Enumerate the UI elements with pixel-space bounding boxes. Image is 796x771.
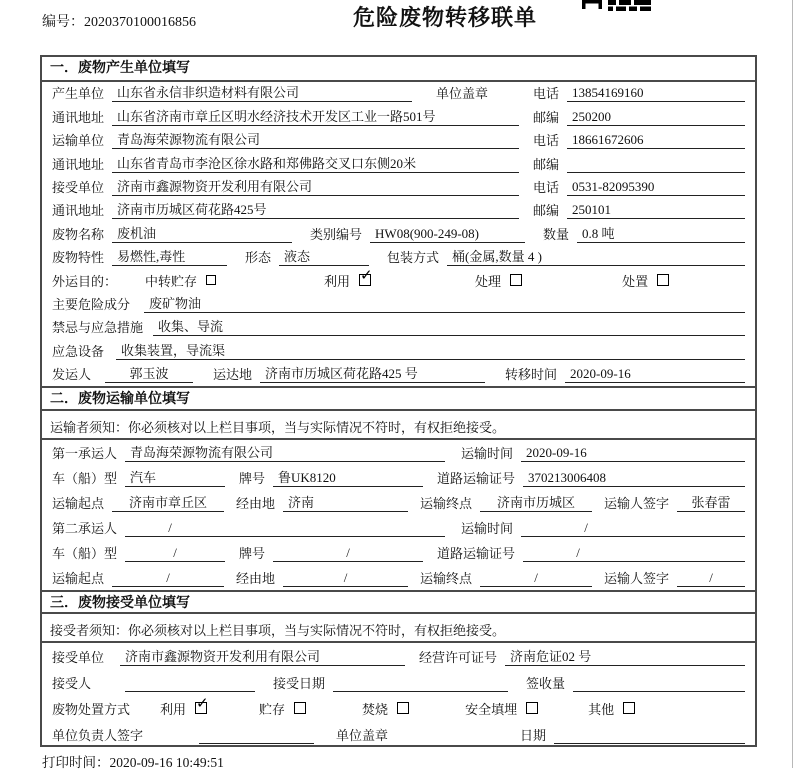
- transfer-storage-checkbox[interactable]: [206, 275, 216, 285]
- disposal-label: 废物处置方式: [52, 702, 131, 718]
- row-responsible-sign: [42, 721, 755, 747]
- zip3-group: [533, 200, 745, 219]
- purpose-option-label: 中转贮存: [145, 273, 198, 289]
- purpose-option-label: 处理: [475, 273, 502, 289]
- row-taboo-measures: [42, 316, 755, 339]
- phone3-label: 电话: [533, 179, 560, 195]
- quantity-value: 0.8 吨: [577, 223, 745, 243]
- character-value: 易燃性,毒性: [112, 246, 227, 266]
- section3-content: [42, 643, 755, 747]
- qr-code-fragment-icon: [582, 0, 652, 12]
- accept-date-label: 接受日期: [273, 676, 326, 692]
- plate1-value: 鲁UK8120: [273, 467, 423, 487]
- addr1-label: 通讯地址: [52, 109, 105, 125]
- disposal-option-label: 安全填埋: [465, 702, 518, 718]
- purpose-option-treat: [475, 271, 522, 290]
- phone1-value: 13854169160: [567, 85, 745, 102]
- producer-label: 产生单位: [52, 86, 105, 102]
- form-value: 液态: [279, 246, 369, 266]
- doc-number-value: 2020370100016856: [84, 15, 196, 30]
- license1-value: 370213006408: [523, 470, 745, 487]
- dispose-checkbox[interactable]: [657, 274, 669, 286]
- row-transporter-address: [42, 152, 755, 175]
- transfer-time-label: 转移时间: [505, 367, 558, 383]
- category-label: 类别编号: [310, 226, 363, 242]
- vehicle1-value: 汽车: [125, 467, 225, 487]
- purpose-option-transfer-storage: [145, 271, 216, 290]
- section2-header: 二．废物运输单位填写: [42, 386, 755, 411]
- operating-license-label: 经营许可证号: [419, 650, 498, 666]
- purpose-option-label: 利用: [324, 273, 351, 289]
- doc-number-label: 编号：: [42, 15, 84, 30]
- row-waste-name: [42, 222, 755, 245]
- receiver-value: 济南市鑫源物资开发利用有限公司: [112, 176, 519, 196]
- treat-checkbox[interactable]: [510, 274, 522, 286]
- disposal-option-landfill: [465, 699, 538, 718]
- disposal-option-label: 其他: [588, 702, 615, 718]
- plate1-label: 牌号: [239, 471, 266, 487]
- row-receiver-address: [42, 199, 755, 222]
- plate2-value: /: [273, 545, 423, 562]
- row-first-route: [42, 490, 755, 515]
- character-label: 废物特性: [52, 250, 105, 266]
- disposal-landfill-checkbox[interactable]: [526, 702, 538, 714]
- transfer-time-value: 2020-09-16: [565, 366, 745, 383]
- page-title: 危险废物转移联单: [352, 5, 538, 30]
- origin2-value: /: [112, 570, 224, 587]
- plate2-label: 牌号: [239, 546, 266, 562]
- addr2-value: 山东省青岛市李沧区徐水路和郑佛路交叉口东侧20米: [112, 153, 519, 173]
- phone1-group: [533, 83, 745, 102]
- purpose-label: 外运目的：: [52, 273, 118, 289]
- origin2-label: 运输起点: [52, 571, 105, 587]
- transporter-value: 青岛海荣源物流有限公司: [112, 129, 519, 149]
- operating-license-value: 济南危证02 号: [505, 646, 745, 666]
- sign1-value: 张春雷: [677, 492, 745, 512]
- taboo-value: 收集、导流: [153, 316, 745, 336]
- row-emergency-equipment: [42, 339, 755, 362]
- shipper-value: 郭玉波: [105, 363, 193, 383]
- zip2-group: [533, 154, 745, 173]
- unit-seal-label-2: 单位盖章: [336, 728, 389, 744]
- section3-header: 三．废物接受单位填写: [42, 590, 755, 614]
- print-time: [42, 751, 224, 771]
- vehicle2-value: /: [125, 545, 225, 562]
- end1-value: 济南市历城区: [480, 492, 592, 512]
- phone2-label: 电话: [533, 133, 560, 149]
- row-producer-address: [42, 105, 755, 128]
- phone2-value: 18661672606: [567, 132, 745, 149]
- producer-value: 山东省永信非织造材料有限公司: [112, 82, 412, 102]
- zip2-label: 邮编: [533, 156, 560, 172]
- disposal-option-label: 焚烧: [362, 702, 389, 718]
- via2-value: /: [283, 570, 408, 587]
- unit-seal-label: 单位盖章: [436, 86, 489, 102]
- origin1-label: 运输起点: [52, 496, 105, 512]
- acceptor-label: 接受人: [52, 676, 92, 692]
- row-accept-unit: [42, 643, 755, 669]
- disposal-incinerate-checkbox[interactable]: [397, 702, 409, 714]
- row-hazard-component: [42, 293, 755, 316]
- carrier2-value: /: [125, 520, 445, 537]
- form-label: 形态: [245, 250, 272, 266]
- accept-date-value: [333, 677, 508, 692]
- head-sign-value: [199, 729, 314, 744]
- head-sign-label: 单位负责人签字: [52, 728, 144, 744]
- waste-name-label: 废物名称: [52, 226, 105, 242]
- equipment-value: 收集装置，导流渠: [116, 340, 745, 360]
- accept-unit-label: 接受单位: [52, 650, 105, 666]
- dest-value: 济南市历城区荷花路425 号: [260, 363, 485, 383]
- zip3-value: 250101: [567, 202, 745, 219]
- row-transporter: [42, 129, 755, 152]
- disposal-option-utilize: [160, 694, 209, 718]
- via1-label: 经由地: [236, 496, 276, 512]
- transfer-manifest-form: [40, 55, 757, 747]
- receiver-notice: 接受者须知：你必须核对以上栏目事项，当与实际情况不符时，有权拒绝接受。: [42, 614, 755, 643]
- time2-value: /: [521, 520, 745, 537]
- via2-label: 经由地: [236, 571, 276, 587]
- addr2-label: 通讯地址: [52, 156, 105, 172]
- addr3-label: 通讯地址: [52, 203, 105, 219]
- date-value: [554, 729, 745, 744]
- print-time-value: 2020-09-16 10:49:51: [109, 755, 224, 770]
- purpose-option-label: 处置: [622, 273, 649, 289]
- quantity-label: 数量: [543, 226, 570, 242]
- transporter-label: 运输单位: [52, 133, 105, 149]
- row-waste-character: [42, 246, 755, 269]
- phone1-label: 电话: [533, 86, 560, 102]
- time1-value: 2020-09-16: [521, 445, 745, 462]
- print-time-label: 打印时间：: [42, 755, 110, 770]
- end2-value: /: [480, 570, 592, 587]
- addr1-value: 山东省济南市章丘区明水经济技术开发区工业一路501号: [112, 106, 519, 126]
- accept-unit-value: 济南市鑫源物资开发利用有限公司: [120, 646, 405, 666]
- row-shipper: [42, 363, 755, 386]
- origin1-value: 济南市章丘区: [112, 492, 224, 512]
- addr3-value: 济南市历城区荷花路425号: [112, 199, 519, 219]
- receipt-qty-value: [573, 677, 745, 692]
- row-acceptor: [42, 669, 755, 695]
- carrier1-value: 青岛海荣源物流有限公司: [125, 442, 445, 462]
- zip1-value: 250200: [567, 109, 745, 126]
- receiver-label: 接受单位: [52, 179, 105, 195]
- taboo-label: 禁忌与应急措施: [52, 320, 144, 336]
- license2-value: /: [523, 545, 745, 562]
- row-second-carrier: [42, 515, 755, 540]
- dest-label: 运达地: [213, 367, 253, 383]
- zip2-value: [567, 158, 745, 173]
- disposal-store-checkbox[interactable]: [294, 702, 306, 714]
- disposal-option-label: 利用: [160, 702, 187, 718]
- hazard-label: 主要危险成分: [52, 296, 131, 312]
- end2-label: 运输终点: [420, 571, 473, 587]
- phone2-group: [533, 130, 745, 149]
- row-second-vehicle: [42, 540, 755, 565]
- shipper-label: 发运人: [52, 367, 92, 383]
- section2-content: [42, 440, 755, 590]
- disposal-utilize-checkbox[interactable]: ✓: [196, 694, 209, 713]
- license2-label: 道路运输证号: [437, 546, 516, 562]
- time1-label: 运输时间: [461, 446, 514, 462]
- sign1-label: 运输人签字: [604, 496, 670, 512]
- license1-label: 道路运输证号: [437, 471, 516, 487]
- packing-value: 桶(金属,数量 4 ): [447, 246, 745, 266]
- disposal-option-store: [259, 699, 306, 718]
- disposal-other-checkbox[interactable]: [623, 702, 635, 714]
- sign2-label: 运输人签字: [604, 571, 670, 587]
- section1-content: [42, 82, 755, 386]
- acceptor-value: [125, 677, 255, 692]
- transporter-notice: 运输者须知：你必须核对以上栏目事项，当与实际情况不符时，有权拒绝接受。: [42, 411, 755, 440]
- row-disposal-method: [42, 695, 755, 721]
- equipment-label: 应急设备: [52, 343, 105, 359]
- time2-label: 运输时间: [461, 521, 514, 537]
- waste-name-value: 废机油: [112, 223, 292, 243]
- phone3-group: [533, 177, 745, 196]
- doc-number: [42, 11, 196, 31]
- zip1-label: 邮编: [533, 109, 560, 125]
- end1-label: 运输终点: [420, 496, 473, 512]
- row-second-route: [42, 565, 755, 590]
- packing-label: 包装方式: [387, 250, 440, 266]
- disposal-option-other: [588, 699, 635, 718]
- zip3-label: 邮编: [533, 203, 560, 219]
- sign2-value: /: [677, 570, 745, 587]
- disposal-option-label: 贮存: [259, 702, 286, 718]
- vehicle1-label: 车（船）型: [52, 471, 118, 487]
- vehicle2-label: 车（船）型: [52, 546, 118, 562]
- phone3-value: 0531-82095390: [567, 179, 745, 196]
- purpose-option-dispose: [622, 271, 669, 290]
- row-first-carrier: [42, 440, 755, 465]
- page-edge-line: [792, 0, 793, 768]
- utilize-checkbox[interactable]: ✓: [360, 265, 373, 284]
- category-value: HW08(900-249-08): [370, 226, 525, 243]
- page-header: [0, 0, 796, 55]
- purpose-option-utilize: [324, 265, 373, 290]
- row-first-vehicle: [42, 465, 755, 490]
- carrier1-label: 第一承运人: [52, 446, 118, 462]
- section1-header: 一．废物产生单位填写: [42, 57, 755, 82]
- zip1-group: [533, 107, 745, 126]
- via1-value: 济南: [283, 492, 408, 512]
- date-label: 日期: [520, 728, 547, 744]
- row-transfer-purpose: [42, 265, 755, 292]
- row-receiver: [42, 176, 755, 199]
- carrier2-label: 第二承运人: [52, 521, 118, 537]
- receipt-qty-label: 签收量: [526, 676, 566, 692]
- hazard-value: 废矿物油: [144, 293, 745, 313]
- disposal-option-incinerate: [362, 699, 409, 718]
- row-producer: [42, 82, 755, 105]
